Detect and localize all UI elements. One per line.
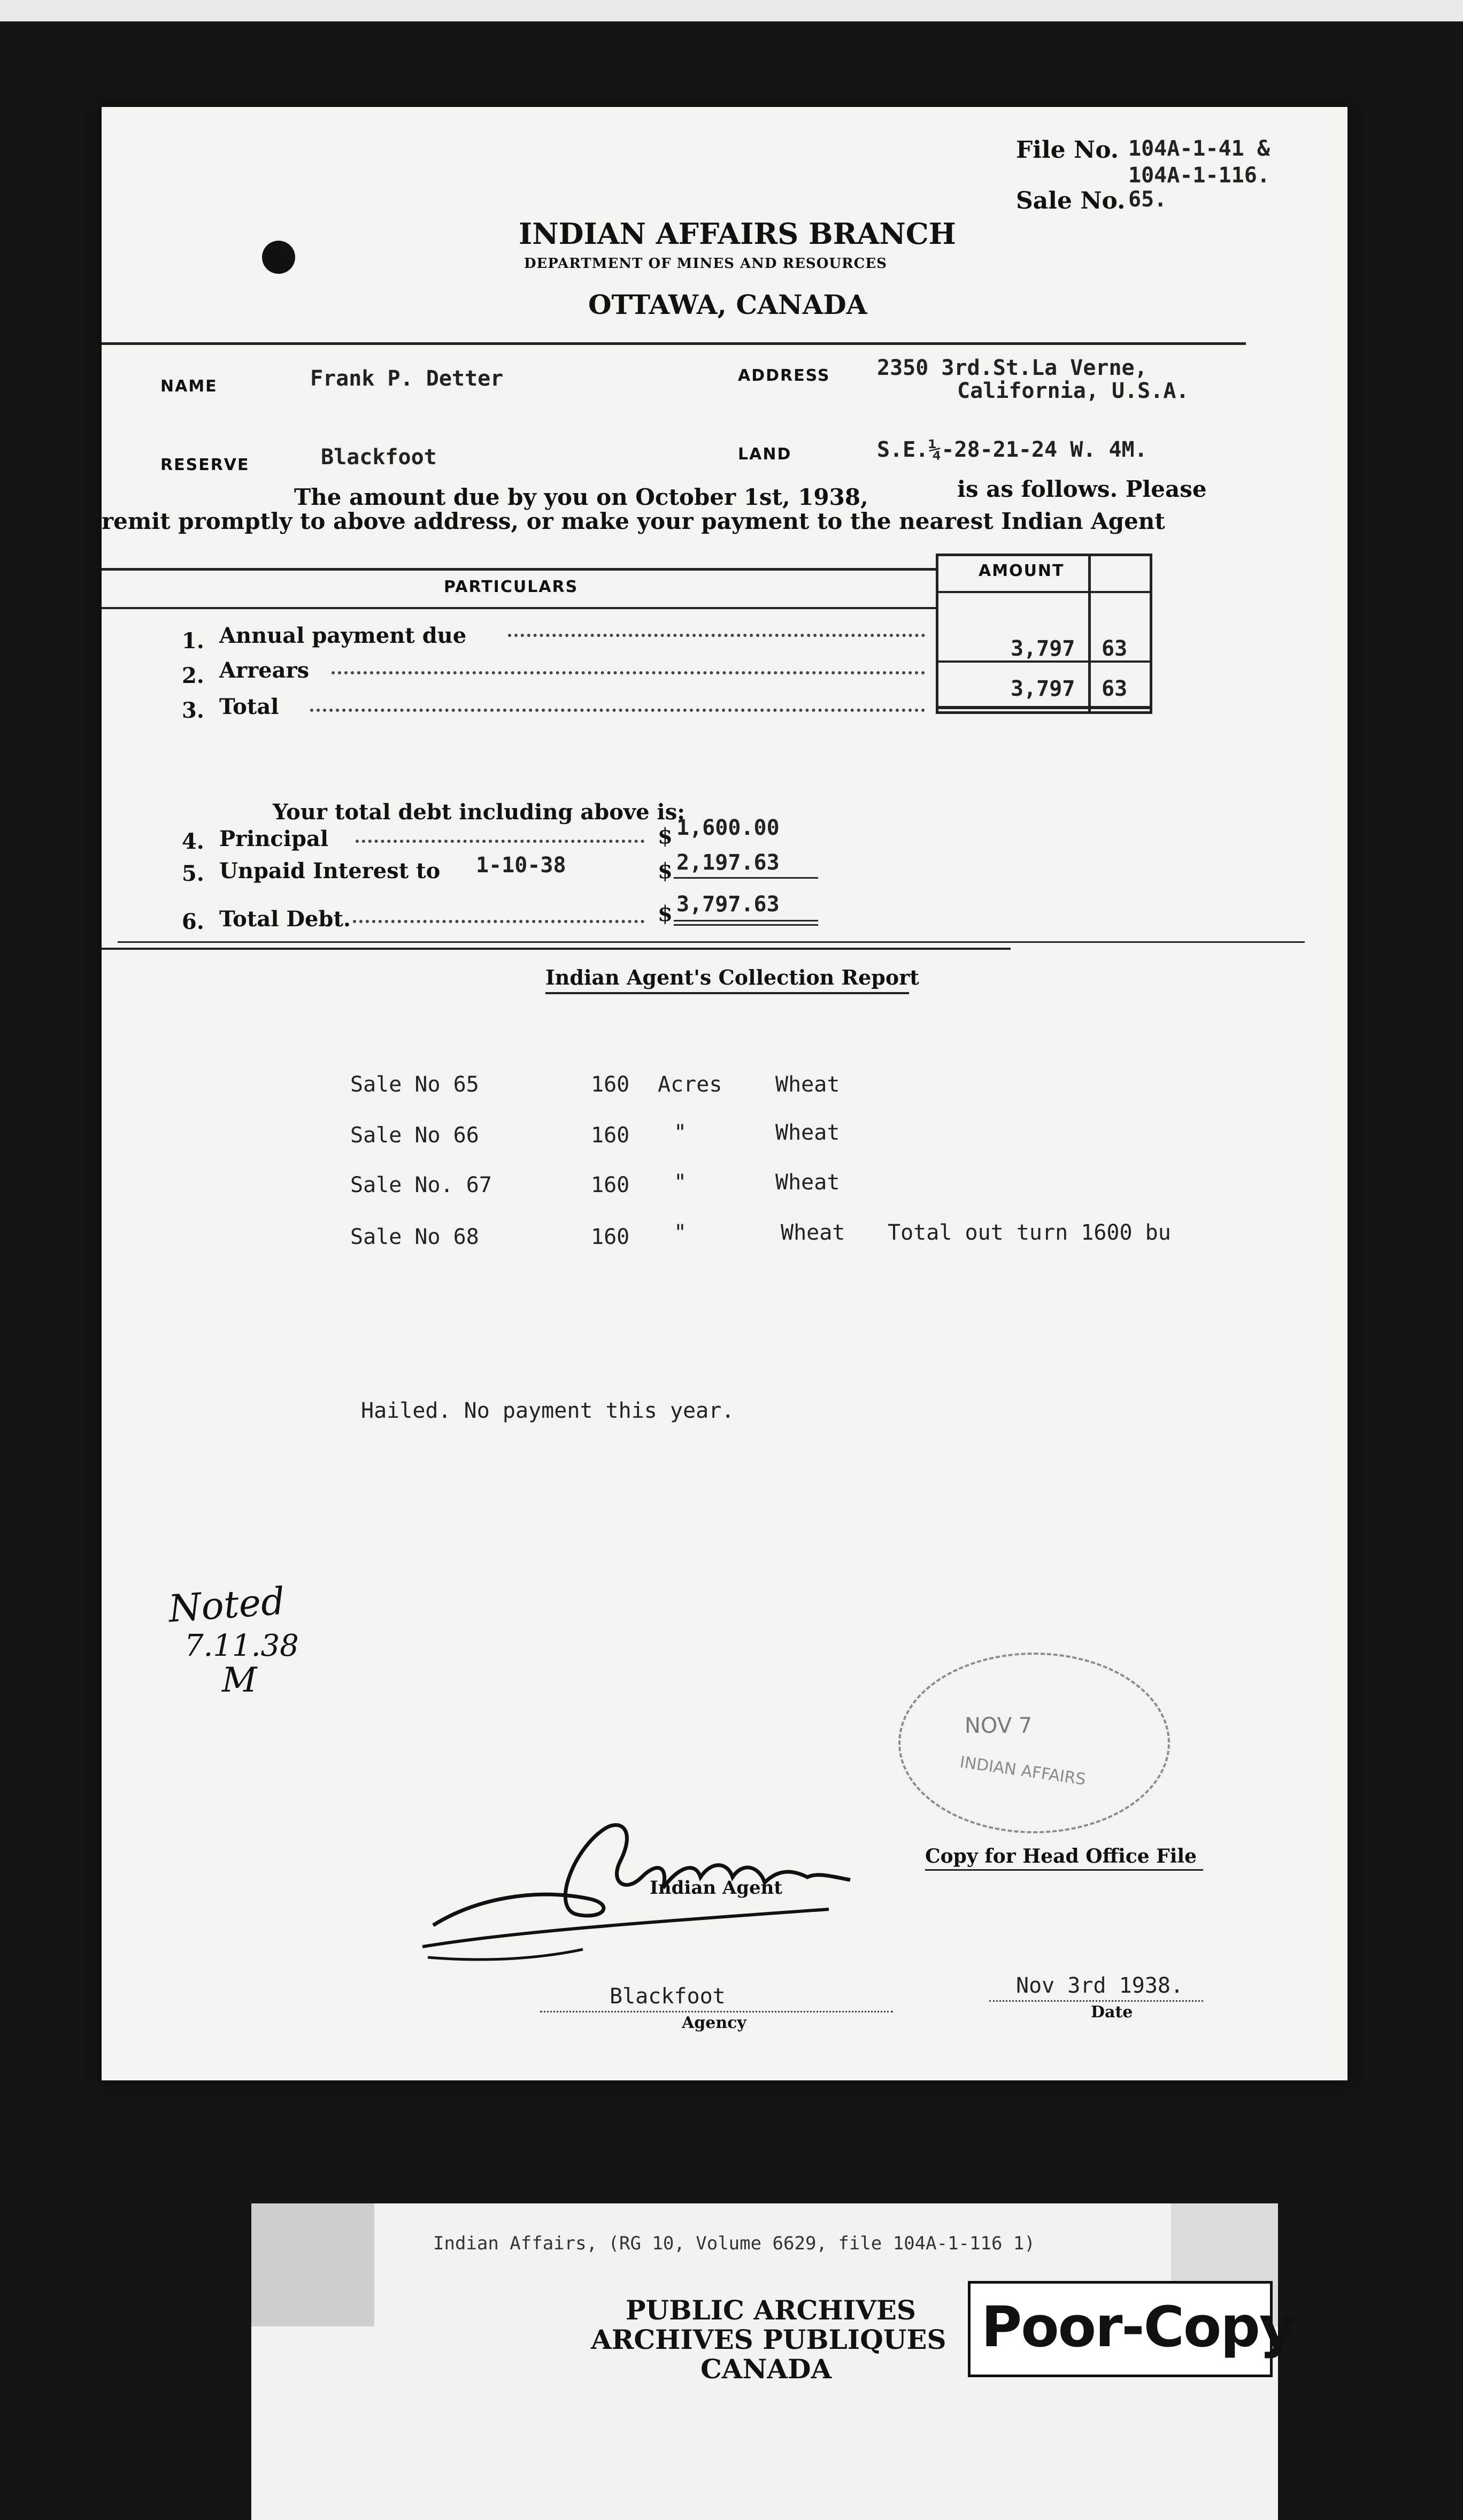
stamp-line-1: NOV 7: [965, 1714, 1033, 1738]
agency-value: Blackfoot: [610, 1984, 726, 2009]
sale-no-label: Sale No.: [1016, 187, 1126, 214]
handwritten-initial: M: [222, 1661, 257, 1700]
agency-label: Agency: [682, 2014, 746, 2032]
punch-hole: [262, 241, 295, 274]
address-label: ADDRESS: [738, 366, 830, 385]
file-no-value-1: 104A-1-41 &: [1128, 136, 1270, 161]
interest-num: 5.: [182, 861, 204, 886]
row-2-leader: [332, 671, 925, 674]
total-debt-dollar: $: [658, 901, 673, 926]
notice-line-1a: The amount due by you on October 1st, 1938,: [294, 484, 868, 510]
total-debt-leader: [353, 920, 644, 923]
archive-line-3: CANADA: [700, 2353, 832, 2385]
land-value: S.E.¼-28-21-24 W. 4M.: [877, 437, 1148, 462]
row-1-label: Annual payment due: [219, 623, 467, 648]
name-value: Frank P. Detter: [310, 366, 504, 391]
total-debt-num: 6.: [182, 909, 204, 934]
principal-dollar: $: [658, 824, 673, 849]
report-remark: Hailed. No payment this year.: [361, 1399, 735, 1423]
total-debt-label: Total Debt.: [219, 906, 351, 932]
report-row-4-sale: Sale No 68: [350, 1225, 479, 1249]
scan-top-strip: [0, 0, 1463, 21]
row-1-num: 1.: [182, 628, 204, 654]
principal-label: Principal: [219, 826, 329, 851]
amount-bottom-rule: [936, 706, 1152, 709]
address-line-2: California, U.S.A.: [957, 379, 1189, 403]
handwritten-noted: Noted: [167, 1579, 287, 1631]
row-1-leader: [508, 634, 925, 637]
report-row-1-acres: 160: [591, 1072, 630, 1097]
amount-header: AMOUNT: [979, 562, 1065, 580]
poor-copy-label: [968, 2281, 1295, 2377]
notice-line-1b: is as follows. Please: [957, 476, 1207, 502]
report-row-3-acres: 160: [591, 1173, 630, 1197]
header-rule: [102, 342, 1246, 345]
section-rule-1: [118, 941, 1305, 943]
row-3-label: Total: [219, 694, 279, 719]
amount-divider: [1088, 554, 1091, 714]
report-row-2-sale: Sale No 66: [350, 1123, 479, 1148]
row-3-leader: [310, 709, 925, 712]
report-row-2-unit: ": [674, 1120, 687, 1145]
section-rule-2: [102, 948, 1011, 950]
report-row-4-crop: Wheat: [781, 1220, 845, 1245]
copy-label-underline: [925, 1869, 1203, 1871]
total-debt-value: 3,797.63: [676, 892, 780, 917]
interest-value: 2,197.63: [676, 850, 780, 875]
notice-line-2: remit promptly to above address, or make your payment to the nearest Indian Agent: [102, 508, 1165, 534]
indian-agent-label: Indian Agent: [650, 1877, 783, 1899]
city-title: OTTAWA, CANADA: [588, 289, 867, 320]
row-3-dollars: 3,797: [1011, 677, 1075, 701]
particulars-header: PARTICULARS: [444, 578, 579, 596]
date-leader: [989, 2000, 1203, 2002]
report-row-1-sale: Sale No 65: [350, 1072, 479, 1097]
row-3-cents: 63: [1102, 677, 1128, 701]
reserve-label: RESERVE: [160, 456, 250, 474]
debt-intro: Your total debt including above is:: [273, 800, 686, 825]
archive-citation: Indian Affairs, (RG 10, Volume 6629, file 104A-1-116 1): [433, 2233, 1035, 2254]
date-label: Date: [1091, 2003, 1133, 2022]
principal-leader: [356, 840, 644, 843]
received-stamp: [898, 1653, 1170, 1833]
total-debt-underline-2: [674, 924, 818, 926]
file-no-label: File No.: [1016, 136, 1119, 164]
land-label: LAND: [738, 445, 792, 464]
reserve-value: Blackfoot: [321, 445, 437, 470]
principal-num: 4.: [182, 829, 204, 854]
report-title-underline: [545, 992, 909, 994]
handwritten-date: 7.11.38: [184, 1628, 299, 1663]
department-title: DEPARTMENT OF MINES AND RESOURCES: [524, 256, 887, 272]
interest-label: Unpaid Interest to: [219, 858, 441, 883]
copy-label: Copy for Head Office File: [925, 1845, 1197, 1868]
report-row-3-unit: ": [674, 1170, 687, 1195]
archive-line-1: PUBLIC ARCHIVES: [626, 2294, 916, 2326]
row-1-cents: 63: [1102, 636, 1128, 661]
address-line-1: 2350 3rd.St.La Verne,: [877, 356, 1148, 380]
report-row-1-crop: Wheat: [775, 1072, 840, 1097]
stamp-line-2: INDIAN AFFAIRS: [958, 1753, 1087, 1789]
report-title: Indian Agent's Collection Report: [545, 965, 919, 989]
report-row-4-note: Total out turn 1600 bu: [888, 1220, 1171, 1245]
report-row-4-unit: ": [674, 1220, 687, 1245]
row-3-num: 3.: [182, 698, 204, 723]
poor-copy-text: Poor-Copy: [981, 2294, 1295, 2360]
archive-line-2: ARCHIVES PUBLIQUES: [591, 2324, 946, 2355]
row-2-label: Arrears: [219, 658, 310, 683]
name-label: NAME: [160, 377, 218, 396]
principal-value: 1,600.00: [676, 816, 780, 840]
report-row-3-crop: Wheat: [775, 1170, 840, 1195]
total-debt-underline-1: [674, 920, 818, 921]
report-row-3-sale: Sale No. 67: [350, 1173, 492, 1197]
table-header-rule: [102, 607, 936, 609]
interest-date: 1-10-38: [476, 853, 566, 878]
file-no-value-2: 104A-1-116.: [1128, 163, 1270, 188]
row-2-num: 2.: [182, 663, 204, 688]
document-page: [102, 107, 1348, 2080]
row-1-dollars: 3,797: [1011, 636, 1075, 661]
report-row-4-acres: 160: [591, 1225, 630, 1249]
sale-no-value: 65.: [1128, 187, 1167, 212]
date-value: Nov 3rd 1938.: [1016, 1973, 1184, 1998]
report-row-2-crop: Wheat: [775, 1120, 840, 1145]
interest-underline: [674, 877, 818, 879]
archive-label-tab: [251, 2203, 374, 2326]
table-top-rule: [102, 568, 936, 571]
report-row-1-unit: Acres: [658, 1072, 722, 1097]
report-row-2-acres: 160: [591, 1123, 630, 1148]
branch-title: INDIAN AFFAIRS BRANCH: [519, 217, 956, 251]
agency-leader: [540, 2011, 893, 2012]
amount-header-rule: [936, 591, 1152, 593]
interest-dollar: $: [658, 858, 673, 883]
